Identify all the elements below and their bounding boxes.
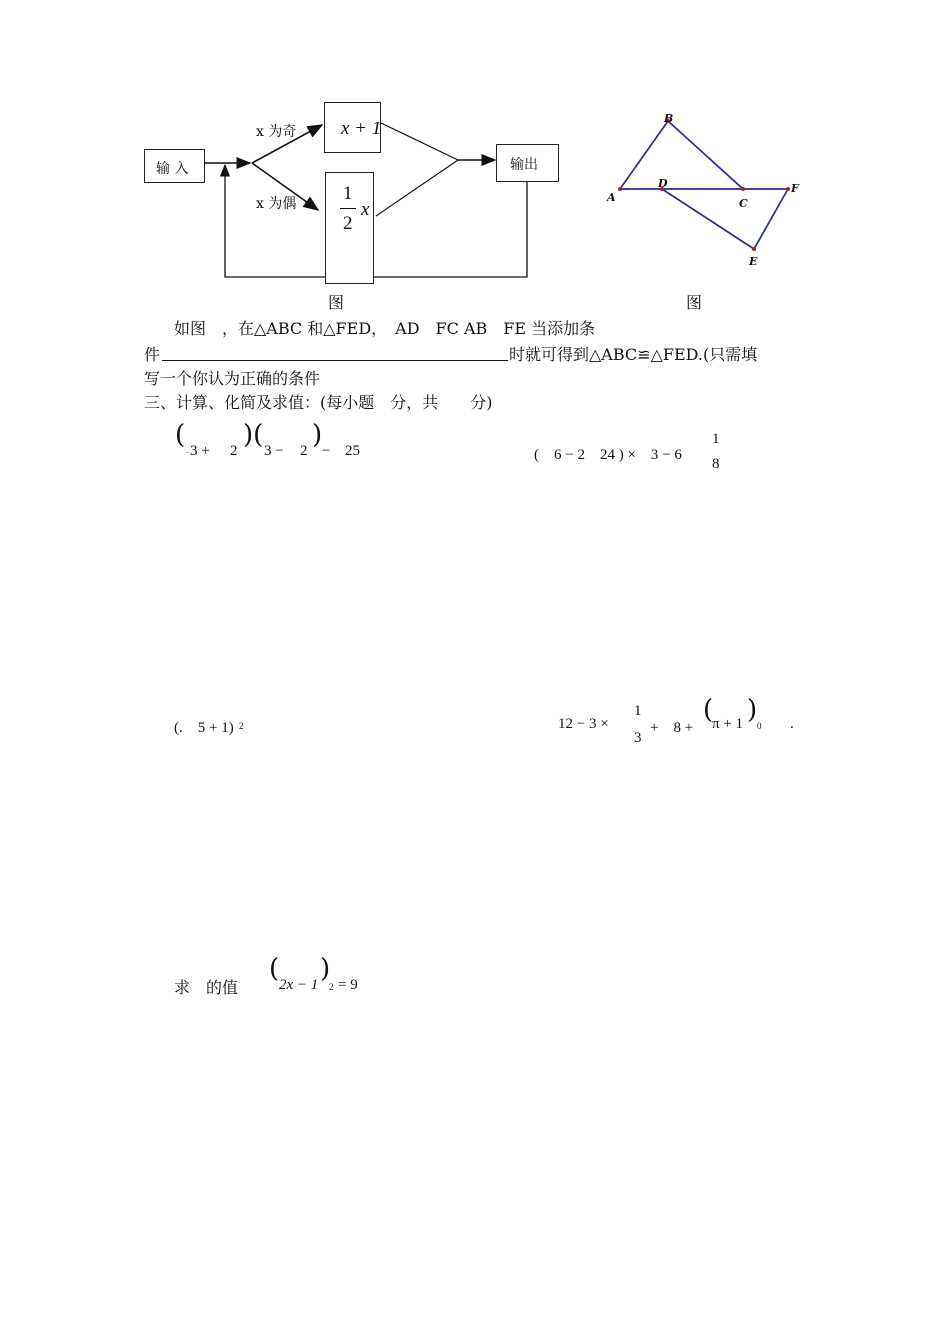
p4-term-a: 12 − 3 × — [558, 716, 609, 732]
label-e: E — [749, 255, 758, 268]
even-denominator: 2 — [343, 213, 353, 234]
input-label: 输 入 — [156, 161, 189, 177]
question-line-3: 写一个你认为正确的条件 — [144, 369, 321, 388]
even-branch-label: x 为偶 — [256, 196, 297, 212]
p5-inner: 2x − 1 — [279, 977, 319, 993]
point-c — [741, 187, 745, 191]
even-variable: x — [361, 199, 370, 220]
question-line-2-prefix: 件 — [144, 345, 161, 364]
label-d: D — [658, 177, 668, 190]
fraction-bar — [340, 208, 356, 209]
triangle-fed — [662, 189, 788, 249]
triangle-abc — [620, 121, 743, 189]
section-3-heading: 三、计算、化简及求值：(每小题 分，共 分) — [144, 393, 493, 412]
flowchart-caption: 图 — [328, 293, 345, 312]
odd-box — [324, 102, 381, 153]
output-box — [496, 144, 559, 182]
p2-expression: ( 6 − 2 24 ) × 3 − 6 — [534, 447, 682, 463]
p4-term-b: + 8 + — [650, 720, 694, 736]
point-a — [618, 187, 622, 191]
triangle-diagram — [600, 110, 820, 275]
odd-expression: x + 1 — [341, 118, 382, 139]
p4-numerator: 1 — [634, 703, 642, 719]
p5-rhs: = 9 — [338, 977, 358, 993]
output-label: 输出 — [510, 157, 538, 173]
p1-term-f: 25 — [345, 443, 360, 459]
question-line-2-suffix: 时就可得到△ABC≌△FED.(只需填 — [509, 345, 758, 364]
answer-blank[interactable] — [162, 342, 508, 361]
p2-denominator: 8 — [712, 456, 720, 472]
label-c: C — [739, 197, 748, 210]
even-numerator: 1 — [343, 183, 353, 204]
label-f: F — [791, 182, 799, 195]
question-line-1: 如图 ，在△ABC 和△FED， AD FC AB FE 当添加条 — [174, 319, 596, 338]
label-a: A — [607, 191, 616, 204]
p1-term-d: 2 — [300, 443, 308, 459]
p1-term-a: 3 + — [190, 443, 210, 459]
point-f — [786, 187, 790, 191]
p4-exponent: 0 — [757, 721, 762, 731]
p1-term-b: 2 — [230, 443, 238, 459]
p1-term-e: − — [322, 443, 331, 459]
label-b: B — [664, 112, 674, 125]
p5-prefix: 求 的值 — [174, 978, 239, 997]
p3-exponent: 2 — [239, 721, 244, 731]
p2-numerator: 1 — [712, 431, 720, 447]
p4-term-c: π + 1 — [712, 716, 744, 732]
p1-term-c: 3 − — [264, 443, 284, 459]
odd-branch-label: x 为奇 — [256, 124, 297, 140]
p3-expression: (. 5 + 1) — [174, 720, 234, 736]
p5-exponent: 2 — [329, 982, 334, 992]
p4-denominator: 3 — [634, 730, 642, 746]
geometry-caption: 图 — [686, 293, 703, 312]
p4-end: . — [790, 716, 794, 732]
input-box — [144, 149, 205, 183]
even-box — [325, 172, 374, 284]
point-e — [752, 247, 756, 251]
